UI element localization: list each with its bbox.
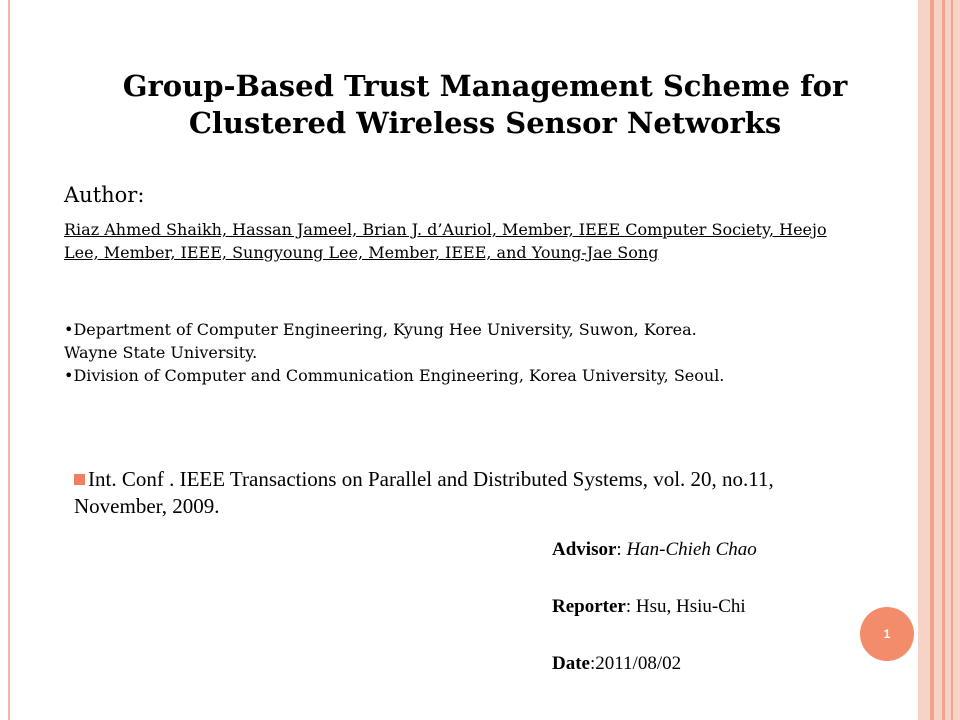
decorative-stripe (942, 0, 945, 720)
advisor-value: Han-Chieh Chao (626, 539, 757, 560)
slide-title (70, 68, 900, 142)
affiliation-line: •Division of Computer and Communication Engineering, Korea University, Seoul. (64, 366, 725, 385)
author-names: Riaz Ahmed Shaikh, Hassan Jameel, Brian J. d’Auriol, Member, IEEE Computer Society, Heejo Lee, Member, IEEE, Sungyoung Lee, Member, IEEE, and Young-Jae Song (64, 220, 827, 262)
decorative-stripe (951, 0, 953, 720)
title-line-2: Clustered Wireless Sensor Networks (188, 106, 782, 140)
advisor-label: Advisor (552, 539, 617, 560)
date-label: Date (552, 653, 590, 674)
page-number-badge: 1 (860, 607, 914, 661)
square-bullet-icon (74, 474, 85, 485)
advisor-line: Advisor: Han-Chieh Chao (552, 539, 757, 560)
publication-info (74, 466, 864, 520)
affiliation-line: Wayne State University. (64, 343, 258, 362)
author-label: Author: (64, 183, 145, 207)
reporter-value: Hsu, Hsiu-Chi (635, 596, 746, 617)
date-value: 2011/08/02 (595, 653, 682, 674)
date-line: Date:2011/08/02 (552, 653, 682, 674)
affiliation-line: •Department of Computer Engineering, Kyung Hee University, Suwon, Korea. (64, 320, 697, 339)
decorative-stripe (930, 0, 934, 720)
title-line-1: Group-Based Trust Management Scheme for (122, 69, 848, 103)
reporter-label: Reporter (552, 596, 626, 617)
reporter-line: Reporter: Hsu, Hsiu-Chi (552, 596, 746, 617)
publication-text: Int. Conf . IEEE Transactions on Parallel and Distributed Systems, vol. 20, no.11, November, 2009. (74, 467, 774, 518)
right-decorative-panel (918, 0, 960, 720)
affiliations (64, 318, 894, 387)
left-border-rule (8, 0, 10, 720)
